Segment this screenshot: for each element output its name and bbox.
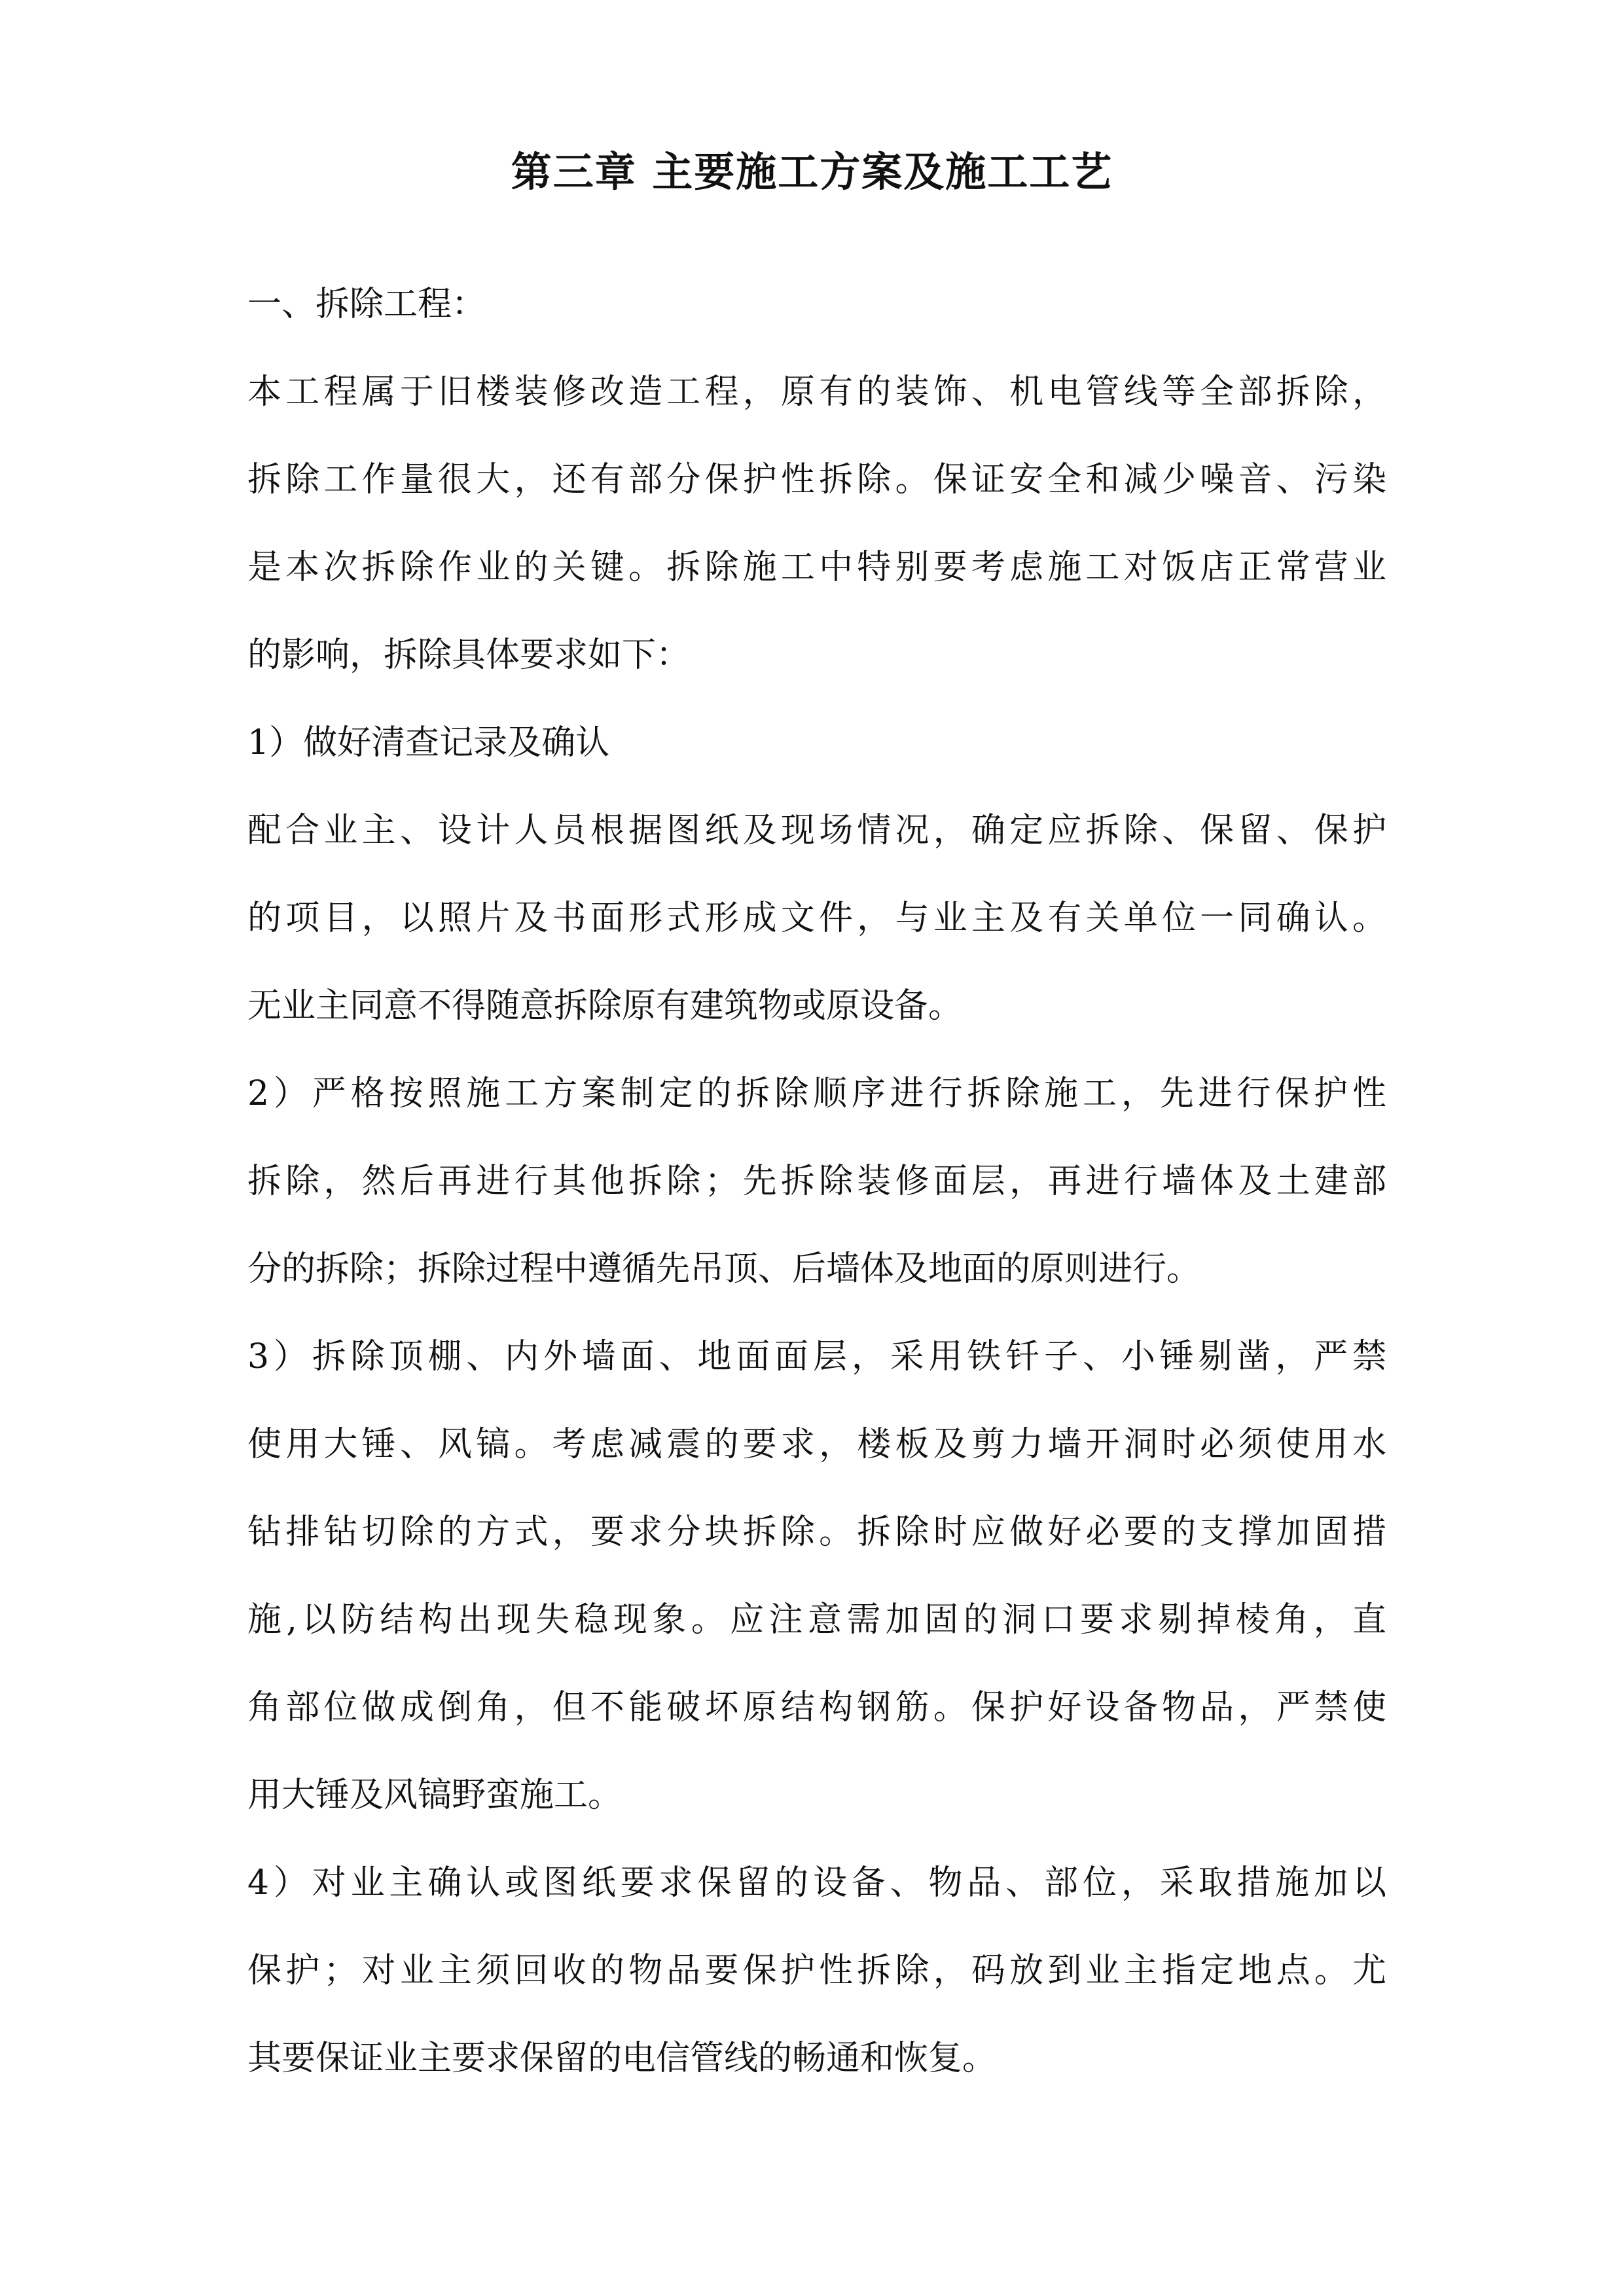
body-line: 保护；对业主须回收的物品要保护性拆除，码放到业主指定地点。尤 bbox=[247, 1951, 1386, 1990]
chapter-title: 第三章 主要施工方案及施工工艺 bbox=[511, 148, 1113, 196]
item-1-heading: 1）做好清查记录及确认 bbox=[247, 723, 610, 762]
item-3-text: 3）拆除顶棚、内外墙面、地面面层，采用铁钎子、小锤剔凿，严禁 bbox=[247, 1337, 1386, 1376]
body-line: 使用大锤、风镐。考虑减震的要求，楼板及剪力墙开洞时必须使用水 bbox=[247, 1425, 1386, 1464]
body-line: 无业主同意不得随意拆除原有建筑物或原设备。 bbox=[247, 986, 963, 1026]
body-line: 施,以防结构出现失稳现象。应注意需加固的洞口要求剔掉棱角，直 bbox=[247, 1600, 1386, 1640]
section-heading-demolition: 一、拆除工程： bbox=[247, 285, 486, 324]
document-body bbox=[247, 260, 1386, 2102]
body-line: 配合业主、设计人员根据图纸及现场情况，确定应拆除、保留、保护 bbox=[247, 811, 1386, 850]
item-4-text: 4）对业主确认或图纸要求保留的设备、物品、部位，采取措施加以 bbox=[247, 1863, 1386, 1903]
body-line: 用大锤及风镐野蛮施工。 bbox=[247, 1776, 623, 1815]
body-line: 的影响，拆除具体要求如下： bbox=[247, 636, 691, 675]
body-line: 拆除，然后再进行其他拆除；先拆除装修面层，再进行墙体及土建部 bbox=[247, 1162, 1386, 1201]
body-line: 钻排钻切除的方式，要求分块拆除。拆除时应做好必要的支撑加固措 bbox=[247, 1513, 1386, 1552]
item-2-text: 2）严格按照施工方案制定的拆除顺序进行拆除施工，先进行保护性 bbox=[247, 1074, 1386, 1113]
body-line: 本工程属于旧楼装修改造工程，原有的装饰、机电管线等全部拆除， bbox=[247, 372, 1386, 412]
body-line: 分的拆除；拆除过程中遵循先吊顶、后墙体及地面的原则进行。 bbox=[247, 1249, 1201, 1289]
body-line: 角部位做成倒角，但不能破坏原结构钢筋。保护好设备物品，严禁使 bbox=[247, 1688, 1386, 1727]
body-line: 是本次拆除作业的关键。拆除施工中特别要考虑施工对饭店正常营业 bbox=[247, 548, 1386, 587]
body-line: 拆除工作量很大，还有部分保护性拆除。保证安全和减少噪音、污染 bbox=[247, 460, 1386, 499]
body-line: 其要保证业主要求保留的电信管线的畅通和恢复。 bbox=[247, 2039, 997, 2078]
body-line: 的项目，以照片及书面形式形成文件，与业主及有关单位一同确认。 bbox=[247, 899, 1386, 938]
